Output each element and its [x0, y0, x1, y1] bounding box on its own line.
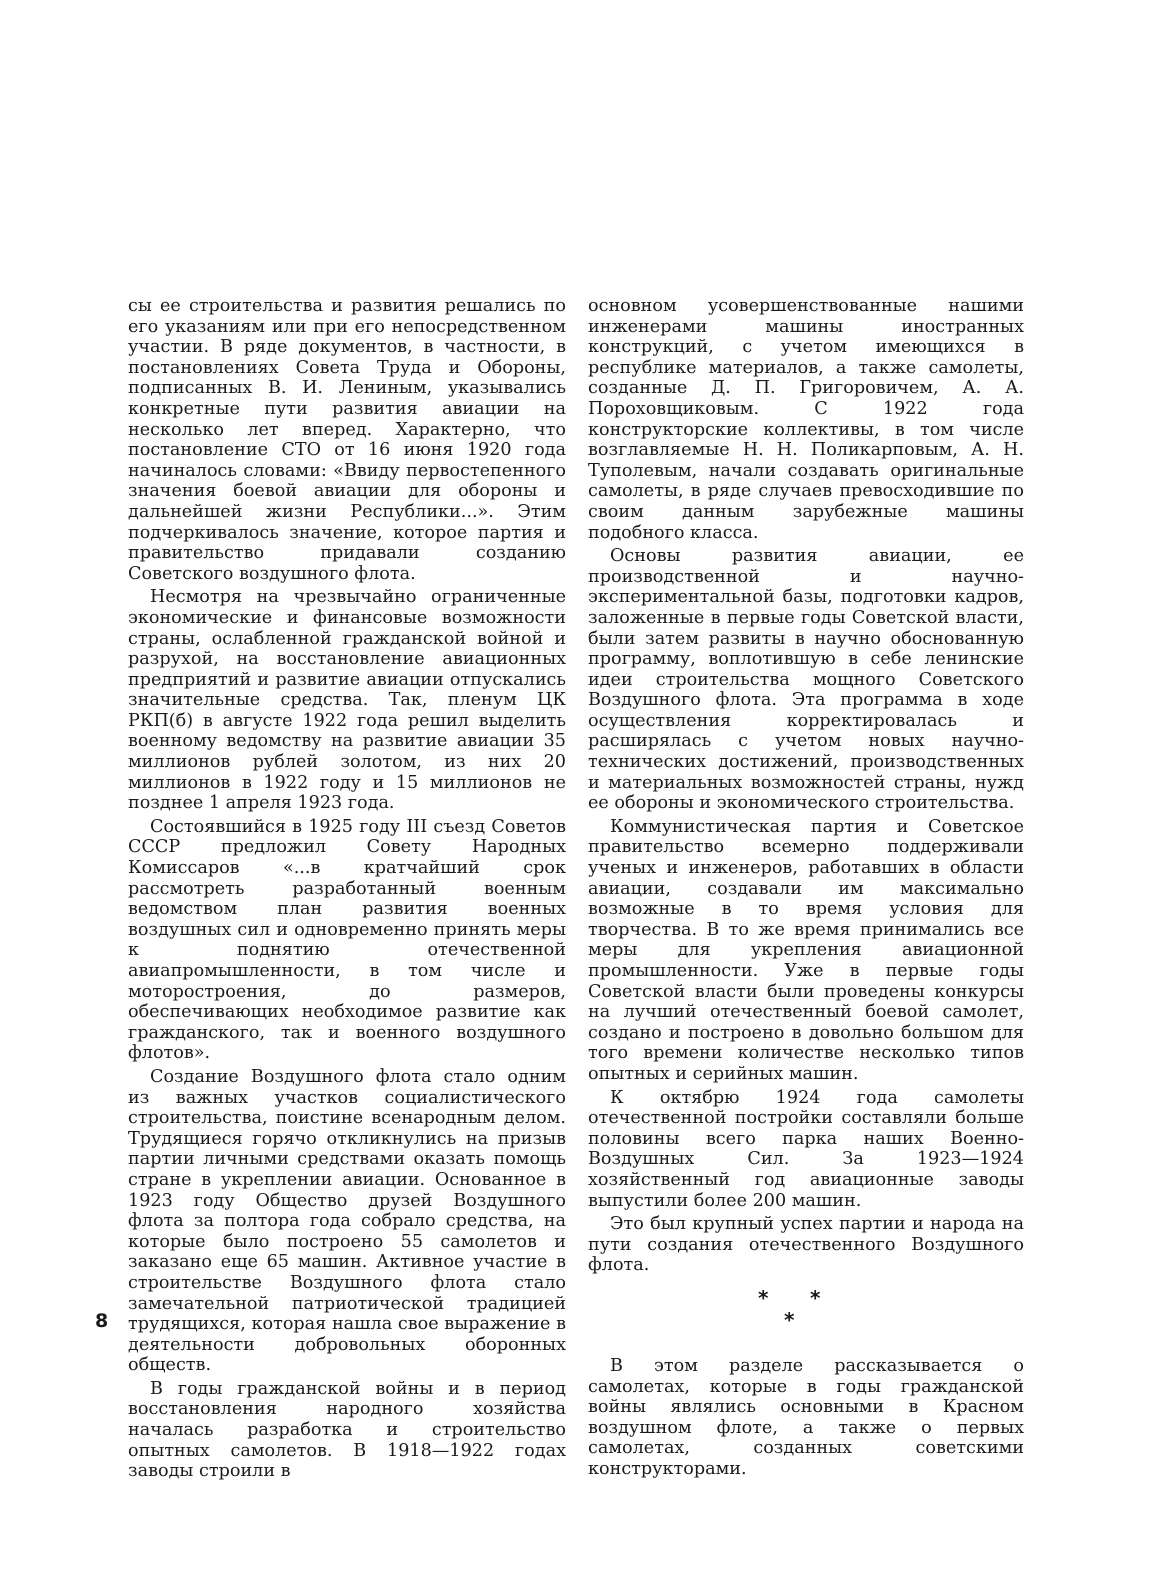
separator-star: * — [810, 1285, 821, 1310]
section-intro: В этом разделе рассказывается о самолетах, которые в годы гражданской войны являлись основными в Красном воздушном флоте, а также о первых самолетах, созданных советскими конструкторами. — [588, 1355, 1024, 1479]
paragraph: Создание Воздушного флота стало одним из важных участков социалистического строительства, поистине всенародным делом. Трудящиеся горячо откликнулись на призыв партии личными средствами оказать помощь стране в укреплении авиации. Основанное в 1923 году Общество друзей Воздушного флота за полтора года собрало средства, на которые было построено 55 самолетов и заказано еще 65 машин. Активное участие в строительстве Воздушного флота стало замечательной патриотической традицией трудящихся, которая нашла свое выражение в деятельности добровольных оборонных обществ. — [128, 1066, 566, 1376]
left-column — [128, 296, 566, 1485]
paragraph: Состоявшийся в 1925 году III съезд Советов СССР предложил Совету Народных Комиссаров «...в кратчайший срок рассмотреть разработанный военным ведомством план развития военных воздушных сил и одновременно принять меры к поднятию отечественной авиапромышленности, в том числе и моторостроения, до размеров, обеспечивающих необходимое развитие как гражданского, так и военного воздушного флотов». — [128, 816, 566, 1064]
paragraph: основном усовершенствованные нашими инженерами машины иностранных конструкций, с учетом имеющихся в республике материалов, а также самолеты, созданные Д. П. Григоровичем, А. А. Пороховщиковым. С 1922 года конструкторские коллективы, в том числе возглавляемые Н. Н. Поликарповым, А. Н. Туполевым, начали создавать оригинальные самолеты, в ряде случаев превосходившие по своим данным зарубежные машины подобного класса. — [588, 296, 1024, 543]
section-separator — [588, 1286, 1024, 1338]
page-number: 8 — [95, 1310, 109, 1332]
paragraph: Основы развития авиации, ее производственной и научно-экспериментальной базы, подготовки кадров, заложенные в первые годы Советской власти, были затем развиты в научно обоснованную программу, воплотившую в себе ленинские идеи строительства мощного Советского Воздушного флота. Эта программа в ходе осуществления корректировалась и расширялась с учетом новых научно-технических достижений, производственных и материальных возможностей страны, нужд ее обороны и экономического строительства. — [588, 546, 1024, 814]
paragraph: сы ее строительства и развития решались по его указаниям или при его непосредственном участии. В ряде документов, в частности, в постановлениях Совета Труда и Обороны, подписанных В. И. Лениным, указывались конкретные пути развития авиации на несколько лет вперед. Характерно, что постановление СТО от 16 июня 1920 года начиналось словами: «Ввиду первостепенного значения боевой авиации для обороны и дальнейшей жизни Республики...». Этим подчеркивалось значение, которое партия и правительство придавали созданию Советского воздушного флота. — [128, 296, 566, 584]
separator-star: * — [758, 1285, 769, 1310]
paragraph: Несмотря на чрезвычайно ограниченные экономические и финансовые возможности страны, ослабленной гражданской войной и разрухой, на восстановление авиационных предприятий и развитие авиации отпускались значительные средства. Так, пленум ЦК РКП(б) в августе 1922 года решил выделить военному ведомству на развитие авиации 35 миллионов рублей золотом, из них 20 миллионов в 1922 году и 15 миллионов не позднее 1 апреля 1923 года. — [128, 587, 566, 814]
paragraph: К октябрю 1924 года самолеты отечественной постройки составляли больше половины всего парка наших Военно-Воздушных Сил. За 1923—1924 хозяйственный год авиационные заводы выпустили более 200 машин. — [588, 1087, 1024, 1211]
paragraph: Это был крупный успех партии и народа на пути создания отечественного Воздушного флота. — [588, 1214, 1024, 1276]
separator-star: * — [784, 1307, 795, 1332]
paragraph: В годы гражданской войны и в период восстановления народного хозяйства началась разработка и строительство опытных самолетов. В 1918—1922 годах заводы строили в — [128, 1378, 566, 1482]
paragraph: Коммунистическая партия и Советское правительство всемерно поддерживали ученых и инженеров, работавших в области авиации, создавали им максимально возможные в то время условия для творчества. В то же время принимались все меры для укрепления авиационной промышленности. Уже в первые годы Советской власти были проведены конкурсы на лучший отечественный боевой самолет, создано и построено в довольно большом для того времени количестве несколько типов опытных и серийных машин. — [588, 816, 1024, 1084]
right-column — [588, 296, 1024, 1482]
